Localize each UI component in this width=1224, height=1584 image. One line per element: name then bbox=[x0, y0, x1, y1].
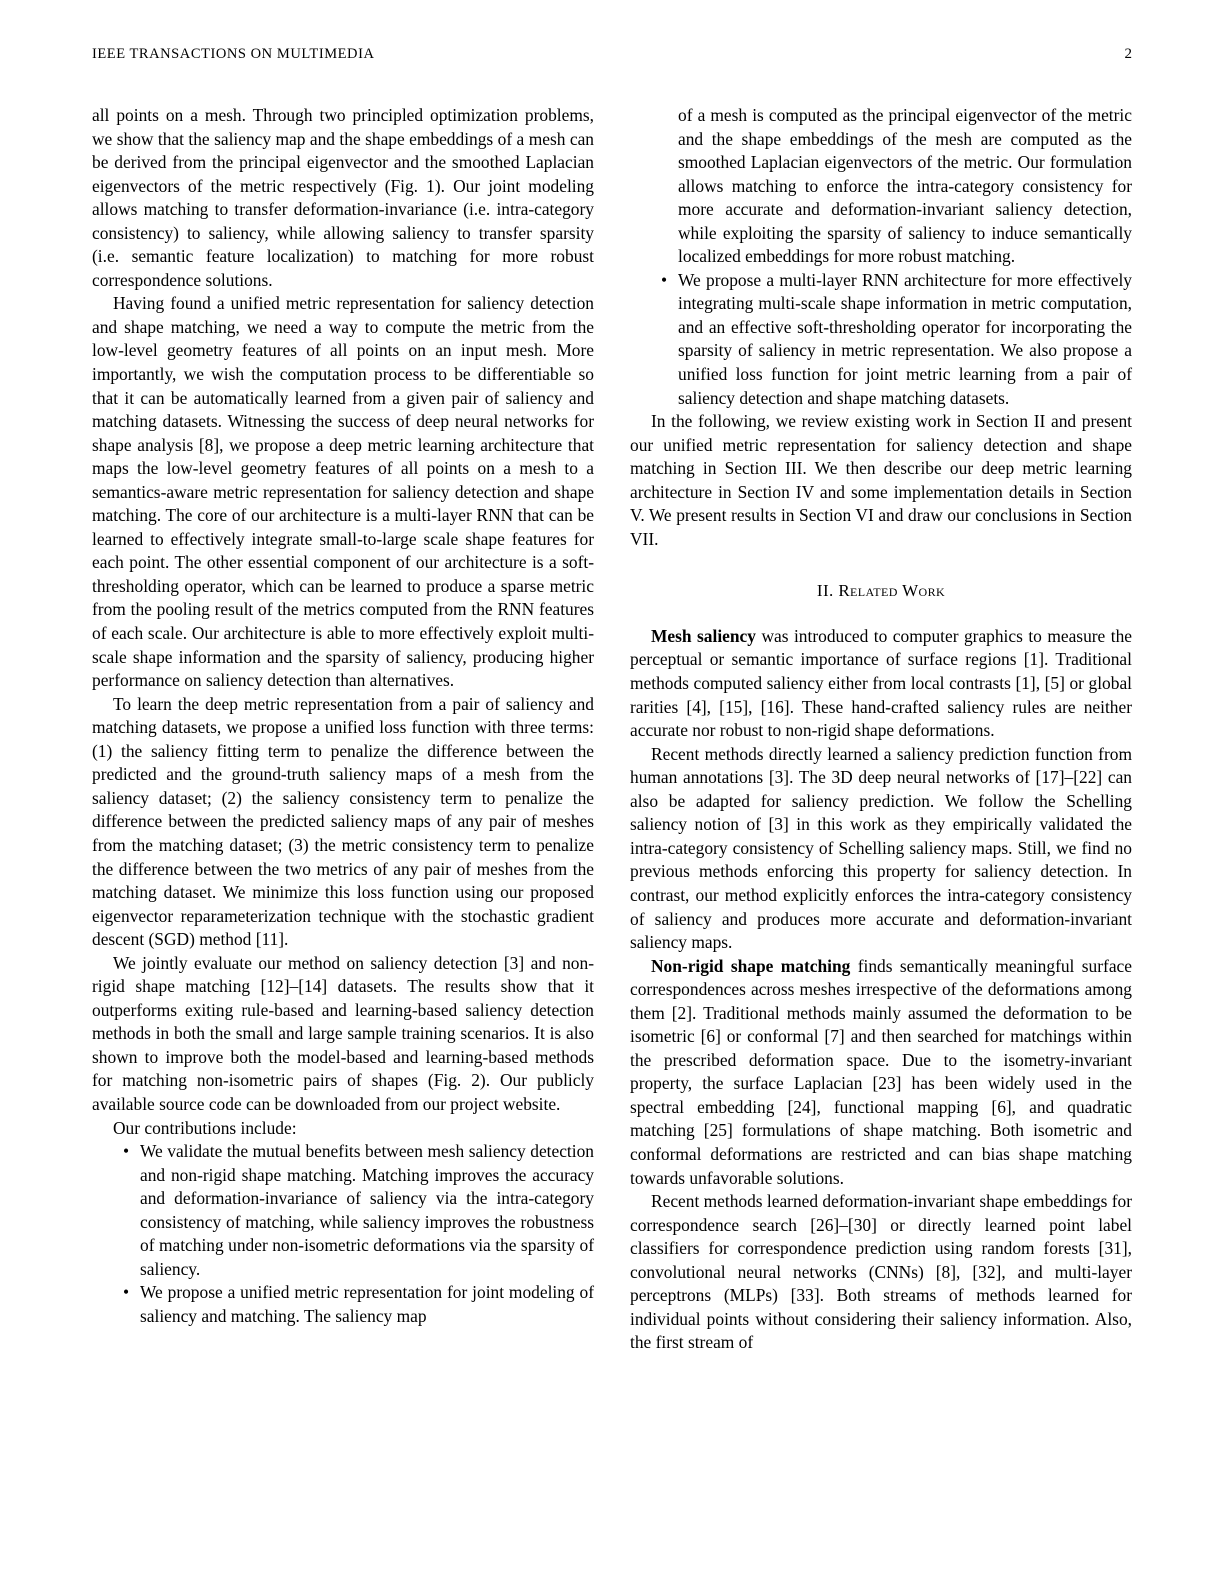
section-heading: II. Related Work bbox=[816, 581, 946, 601]
paragraph-body: finds semantically meaningful surface correspondences across meshes irrespective of the deformations among them [2]. Traditional methods mainly assumed the deformation to be isometric [6] or conformal [7] and then searched for matchings within the prescribed deformation space. Due to the isometry-invariant property, the surface Laplacian [23] has been widely used in the spectral embedding [24], functional mapping [6], and quadratic matching [25] formulations of shape matching. Both isometric and conformal deformations are restricted and can bias shape matching towards unfavorable solutions. bbox=[630, 955, 1132, 1188]
list-item-text: We propose a multi-layer RNN architecture for more effectively integrating multi-scale shape information in metric computation, and an effective soft-thresholding operator for incorporating the sparsity of saliency in metric representation. We also propose a unified loss function for joint metric learning from a pair of saliency detection and shape matching datasets. bbox=[678, 269, 1132, 408]
page-number: 2 bbox=[1124, 46, 1132, 62]
heading-spacer-below bbox=[630, 601, 1132, 625]
running-head bbox=[92, 46, 1132, 68]
bullet-icon: • bbox=[123, 1141, 130, 1162]
bullet-icon: • bbox=[123, 1282, 130, 1303]
left-column bbox=[92, 104, 594, 1524]
list-item-text: of a mesh is computed as the principal eigenvector of the metric and the shape embeddings of the mesh are computed as the smoothed Laplacian eigenvectors of the metric. Our formulation allows matching to enforce the intra-category consistency for more accurate and deformation-invariant saliency detection, while exploiting the sparsity of saliency to induce semantically localized embeddings for more robust matching. bbox=[678, 105, 1132, 267]
list-item bbox=[92, 1281, 594, 1328]
list-item bbox=[92, 1140, 594, 1281]
right-column bbox=[630, 104, 1132, 1524]
paragraph: Recent methods directly learned a saliency prediction function from human annotations [3]. The 3D deep neural networks of [17]–[22] can also be adapted for saliency prediction. We follow the Schelling saliency notion of [3] in this work as they empirically validated the intra-category consistency of Schelling saliency maps. Still, we find no previous methods enforcing this property for saliency detection. In contrast, our method explicitly enforces the intra-category consistency of saliency and produces more accurate and deformation-invariant saliency maps. bbox=[630, 743, 1132, 953]
list-item bbox=[630, 269, 1132, 410]
contributions-list bbox=[92, 1140, 594, 1328]
paragraph: Our contributions include: bbox=[113, 1117, 297, 1138]
list-item-continuation bbox=[630, 104, 1132, 269]
paragraph: Recent methods learned deformation-invariant shape embeddings for correspondence search [26]–[30] or directly learned point label classifiers for correspondence prediction using random forests [31], convolutional neural networks (CNNs) [8], [32], and multi-layer perceptrons (MLPs) [33]. Both streams of methods learned for individual points without considering their saliency information. Also, the first stream of bbox=[630, 1191, 1132, 1353]
paragraph bbox=[630, 625, 1132, 743]
paragraph: all points on a mesh. Through two principled optimization problems, we show that the saliency map and the shape embeddings of a mesh can be derived from the principal eigenvector and the smoothed Laplacian eigenvectors of the metric respectively (Fig. 1). Our joint modeling allows matching to transfer deformation-invariance (i.e. intra-category consistency) to saliency, while allowing saliency to transfer sparsity (i.e. semantic feature localization) to matching for more robust correspondence solutions. bbox=[92, 105, 594, 290]
bullet-icon: • bbox=[661, 269, 668, 290]
paragraph-lead-term: Non-rigid shape matching bbox=[651, 955, 851, 976]
paragraph bbox=[630, 955, 1132, 1190]
paragraph: Having found a unified metric representation for saliency detection and shape matching, we need a way to compute the metric from the low-level geometry features of all points on an input mesh. More importantly, we wish the computation process to be differentiable so that it can be automatically learned from a given pair of saliency and matching datasets. Witnessing the success of deep neural networks for shape analysis [8], we propose a deep metric learning architecture that maps the low-level geometry features of all points on a mesh to a semantics-aware metric representation for saliency detection and shape matching. The core of our architecture is a multi-layer RNN that can be learned to effectively integrate small-to-large scale shape features for each point. The other essential component of our architecture is a soft-thresholding operator, which can be learned to produce a sparse metric from the pooling result of the metrics computed from the RNN features of each scale. Our architecture is able to more effectively exploit multi-scale shape information and the sparsity of saliency, producing higher performance on saliency detection than alternatives. bbox=[92, 293, 594, 691]
paragraph-lead-term: Mesh saliency bbox=[651, 625, 756, 646]
list-item-text: We validate the mutual benefits between mesh saliency detection and non-rigid shape matching. Matching improves the accuracy and deformation-invariance of saliency via the intra-category consistency of matching, while saliency improves the robustness of matching under non-isometric deformations via the sparsity of saliency. bbox=[140, 1141, 594, 1279]
body-columns bbox=[92, 104, 1132, 1524]
journal-title: IEEE TRANSACTIONS ON MULTIMEDIA bbox=[92, 46, 375, 62]
paragraph: To learn the deep metric representation from a pair of saliency and matching datasets, we propose a unified loss function with three terms: (1) the saliency fitting term to penalize the difference between the predicted and the ground-truth saliency maps of a mesh from the saliency dataset; (2) the saliency consistency term to penalize the difference between the predicted saliency maps of any pair of meshes from the matching dataset; (3) the metric consistency term to penalize the difference between the two metrics of any pair of meshes from the matching dataset. We minimize this loss function using our proposed eigenvector reparameterization technique with the stochastic gradient descent (SGD) method [11]. bbox=[92, 693, 594, 950]
paragraph-body: was introduced to computer graphics to measure the perceptual or semantic importance of surface regions [1]. Traditional methods computed saliency either from local contrasts [1], [5] or global rarities [4], [15], [16]. These hand-crafted saliency rules are neither accurate nor robust to non-rigid shape deformations. bbox=[630, 625, 1132, 741]
paragraph: We jointly evaluate our method on saliency detection [3] and non-rigid shape matching [12]–[14] datasets. The results show that it outperforms exiting rule-based and learning-based saliency detection methods in both the small and large sample training scenarios. It is also shown to improve both the model-based and learning-based methods for matching non-isometric pairs of shapes (Fig. 2). Our publicly available source code can be downloaded from our project website. bbox=[92, 952, 594, 1114]
paragraph: In the following, we review existing work in Section II and present our unified metric representation for saliency detection and shape matching in Section III. We then describe our deep metric learning architecture in Section IV and some implementation details in Section V. We present results in Section VI and draw our conclusions in Section VII. bbox=[630, 411, 1132, 549]
list-item-text: We propose a unified metric representation for joint modeling of saliency and matching. The saliency map bbox=[140, 1282, 594, 1326]
heading-spacer-above bbox=[630, 551, 1132, 581]
contributions-list-continued bbox=[630, 104, 1132, 410]
